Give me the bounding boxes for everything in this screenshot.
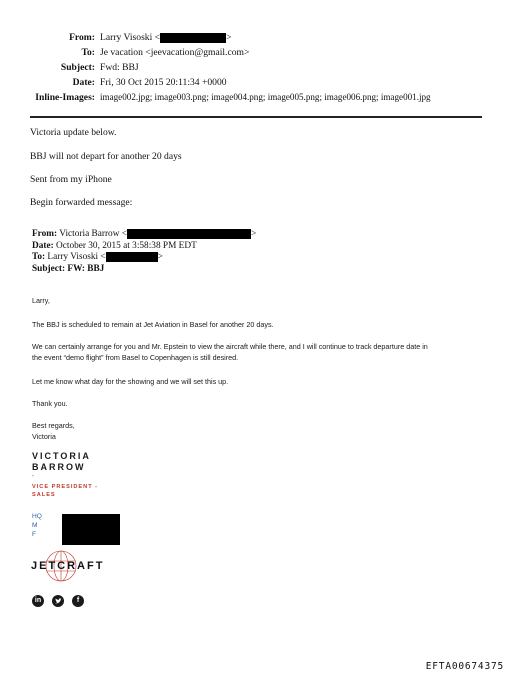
jetcraft-logo[interactable]: JETCRAFT	[31, 560, 105, 572]
header-date-label: Date:	[72, 77, 95, 88]
fwd-to-row	[32, 252, 256, 264]
fwd-date-value: October 30, 2015 at 3:58:38 PM EDT	[56, 240, 197, 251]
message-paragraph-2b: the event “demo flight” from Basel to Copenhagen is still desired.	[32, 353, 239, 362]
signature-title-2: SALES	[32, 492, 56, 498]
fwd-subject-row	[32, 264, 256, 275]
fwd-to-tail: >	[157, 252, 163, 263]
facebook-icon[interactable]: f	[72, 595, 84, 607]
fwd-from-value: Victoria Barrow <	[59, 229, 127, 240]
signature-mobile-label[interactable]: M	[32, 522, 38, 529]
fwd-date-row	[32, 241, 256, 252]
redaction-block	[106, 252, 158, 262]
header-inline-images-label: Inline-Images:	[35, 92, 95, 103]
header-from-tail: >	[226, 32, 232, 43]
body-line-3: Sent from my iPhone	[30, 174, 112, 185]
redaction-block	[160, 33, 226, 43]
signature-name-last: BARROW	[32, 462, 86, 472]
message-paragraph-2a: We can certainly arrange for you and Mr. Epstein to view the aircraft while there, and I will continue to track departure date in	[32, 342, 428, 351]
header-to-value[interactable]: Je vacation <jeevacation@gmail.com>	[100, 47, 250, 58]
body-line-2: BBJ will not depart for another 20 days	[30, 151, 182, 162]
body-line-4: Begin forwarded message:	[30, 197, 133, 208]
fwd-from-tail: >	[250, 229, 257, 240]
signature-hq-label[interactable]: HQ	[32, 513, 42, 520]
document-id: EFTA00674375	[425, 661, 504, 672]
header-subject-label: Subject:	[60, 62, 95, 73]
header-from-value: Larry Visoski <	[100, 32, 161, 43]
fwd-from-label: From:	[32, 229, 58, 240]
linkedin-icon[interactable]: in	[32, 595, 44, 607]
fwd-subject-label: Subject:	[32, 263, 66, 274]
fwd-from-row	[32, 229, 256, 241]
signature-name-first: VICTORIA	[32, 451, 91, 461]
fwd-date-label: Date:	[32, 240, 54, 251]
body-line-1: Victoria update below.	[30, 127, 117, 138]
fwd-subject-value: FW: BBJ	[67, 263, 105, 274]
header-from-label: From:	[69, 32, 95, 43]
header-inline-images-value: image002.jpg; image003.png; image004.png; image005.png; image006.png; image001.jpg	[100, 92, 431, 102]
message-paragraph-4: Thank you.	[32, 399, 68, 408]
signature-dash: -	[32, 473, 35, 479]
message-paragraph-1: The BBJ is scheduled to remain at Jet Aviation in Basel for another 20 days.	[32, 320, 274, 329]
redaction-block	[127, 229, 251, 239]
signature-fax-label[interactable]: F	[32, 531, 37, 538]
header-from-row-value	[100, 32, 232, 43]
header-subject-value: Fwd: BBJ	[100, 62, 139, 73]
header-date-value: Fri, 30 Oct 2015 20:11:34 +0000	[100, 77, 227, 88]
signature-title-1: VICE PRESIDENT -	[32, 484, 99, 490]
message-paragraph-3: Let me know what day for the showing and we will set this up.	[32, 377, 229, 386]
fwd-to-value: Larry Visoski <	[47, 252, 106, 263]
message-closing-1: Best regards,	[32, 421, 75, 430]
header-divider	[30, 116, 482, 118]
forwarded-header	[32, 229, 256, 275]
message-greeting: Larry,	[32, 296, 50, 305]
twitter-icon[interactable]	[52, 595, 64, 607]
message-closing-2: Victoria	[32, 432, 56, 441]
header-to-label: To:	[81, 47, 95, 58]
fwd-to-label: To:	[32, 252, 46, 263]
redaction-block	[62, 514, 120, 545]
